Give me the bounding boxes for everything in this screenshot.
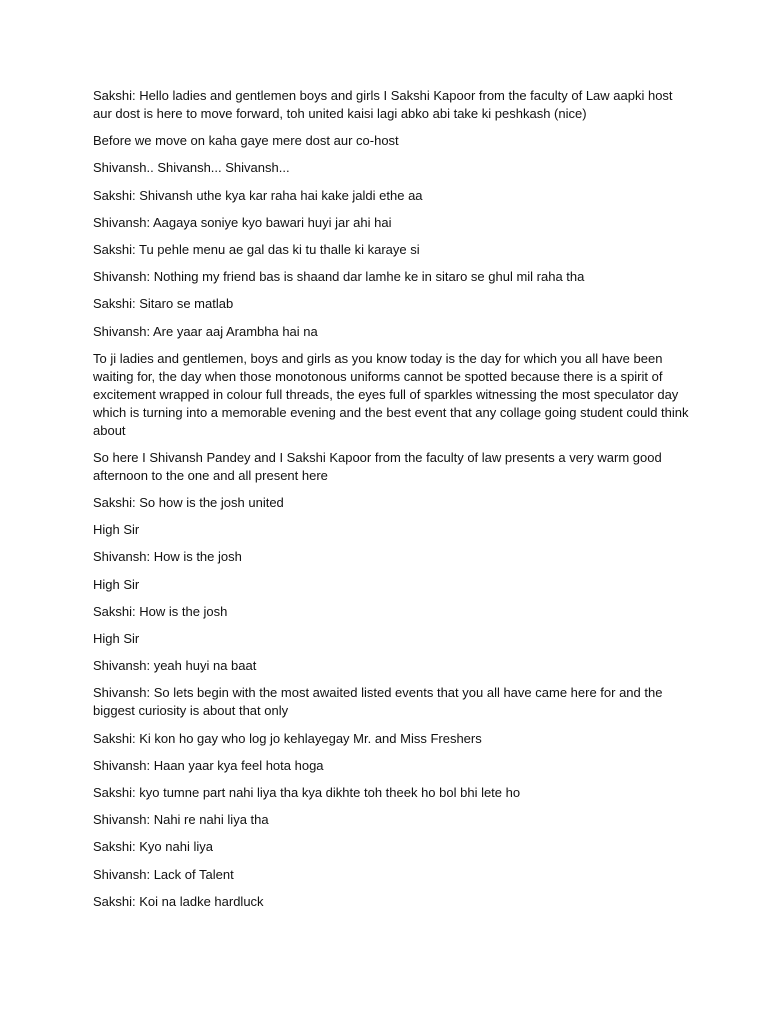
paragraph: Shivansh: yeah huyi na baat <box>93 658 257 674</box>
paragraph: Sakshi: Ki kon ho gay who log jo kehlayegay Mr. and Miss Freshers <box>93 730 482 746</box>
paragraph: Sakshi: kyo tumne part nahi liya tha kya dikhte toh theek ho bol bhi lete ho <box>93 784 521 800</box>
paragraph: To ji ladies and gentlemen, boys and girls as you know today is the day for which you all have been waiting for, the day when those monotonous uniforms cannot be spotted because there is a spirit of excitement wrapped in colour full threads, the eyes full of sparkles witnessing the most speculator day which is turning into a memorable evening and the best event that any collage going student could think about <box>93 350 689 438</box>
paragraph: Sakshi: How is the josh <box>93 603 228 619</box>
paragraph: Shivansh: Nothing my friend bas is shaand dar lamhe ke in sitaro se ghul mil raha tha <box>93 269 585 285</box>
paragraph: Shivansh: So lets begin with the most awaited listed events that you all have came here for and the biggest curiosity is about that only <box>93 685 663 719</box>
paragraph: Sakshi: Hello ladies and gentlemen boys and girls I Sakshi Kapoor from the faculty of Law aapki host aur dost is here to move forward, toh united kaisi lagi abko abi take ki peshkash (nice) <box>93 88 673 121</box>
paragraph: High Sir <box>93 631 140 646</box>
paragraph: Shivansh: Are yaar aaj Arambha hai na <box>93 323 318 339</box>
paragraph: Shivansh: Nahi re nahi liya tha <box>93 812 269 828</box>
paragraph: Shivansh.. Shivansh... Shivansh... <box>93 160 290 176</box>
paragraph: Sakshi: Tu pehle menu ae gal das ki tu thalle ki karaye si <box>93 241 420 257</box>
paragraph: Shivansh: How is the josh <box>93 549 242 565</box>
paragraph: Sakshi: Kyo nahi liya <box>93 839 213 855</box>
paragraph: Shivansh: Lack of Talent <box>93 866 234 882</box>
paragraph: Shivansh: Haan yaar kya feel hota hoga <box>93 757 324 773</box>
paragraph: Sakshi: Koi na ladke hardluck <box>93 893 264 909</box>
paragraph: High Sir <box>93 576 140 592</box>
paragraph: High Sir <box>93 522 140 538</box>
document-page <box>93 87 693 920</box>
paragraph: Before we move on kaha gaye mere dost aur co-host <box>93 133 399 149</box>
paragraph: Sakshi: So how is the josh united <box>93 495 284 511</box>
paragraph: Sakshi: Shivansh uthe kya kar raha hai kake jaldi ethe aa <box>93 187 423 203</box>
paragraph: Sakshi: Sitaro se matlab <box>93 296 234 312</box>
paragraph: So here I Shivansh Pandey and I Sakshi Kapoor from the faculty of law presents a very warm good afternoon to the one and all present here <box>93 449 662 483</box>
paragraph: Shivansh: Aagaya soniye kyo bawari huyi jar ahi hai <box>93 214 392 230</box>
